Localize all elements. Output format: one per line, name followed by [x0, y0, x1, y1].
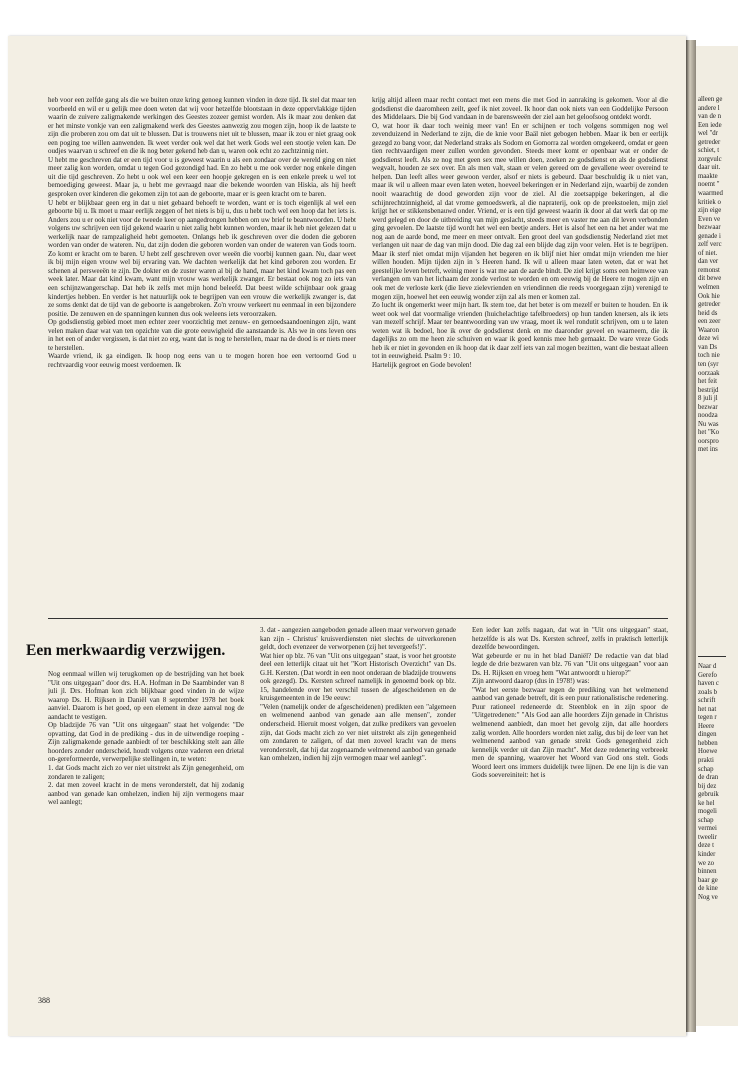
adjacent-page-line: remonst: [698, 266, 720, 274]
adjacent-page-line: van de n: [698, 113, 722, 121]
article-paragraph: 1. dat Gods macht zich zo ver niet uitstrekt als Zijn genegenheid, om zondaren te zaligen;: [48, 764, 244, 781]
letter-paragraph: U hebt er blijkbaar geen erg in dat u niet gebaard behoeft te worden, want er is toch eigenlijk al wel een geboorte bij u. Ik moet u maar eerlijk zeggen of het niets is bij u, dus u hebt toch wel een hoop dat het iets is. Anders zou u er ook niet voor de tweede keer op aangedrongen hebben om uw brief te beantwoorden. U hebt volgens uw schrijven een tijd gekend waarin u niet zalig hebt kunnen worden, maar ik heb niet gelezen dat u werkelijk naar de rampzaligheid hebt gemoeten. Onlangs heb ik geschreven over die doden die geboren worden van onder de wateren. Nu, dat zijn doden die geboren worden van onder de wateren van Gods toorn. Zo komt er kracht om te baren. U hebt zelf geschreven over weeën die voorbij kunnen gaan. Nu, daar weet ik bij mijn eigen vrouw wel bij ervaring van. We dachten werkelijk dat het kind geboren zou worden. Er schenen al persweeën te zijn. De dokter en de zuster waren al bij de hand, maar het kind kwam toch pas een week later. Maar dat kind kwam, want mijn vrouw was werkelijk zwanger. Er bestaat ook nog zo iets van een schijnzwangerschap. Dat heb ik zelfs met mijn hond beleefd. Dat beest wilde schijnbaar ook graag kindertjes hebben. En verder is het natuurlijk ook te begrijpen van een vrouw die werkelijk zwanger is, dat ze soms denkt dat de tijd van de geboorte is aangebroken. Zo'n vrouw verkeert nu eenmaal in een bijzondere positie. De zenuwen en de spanningen kunnen dus ook weleens iets veroorzaken.: [48, 198, 356, 318]
adjacent-page-line: ke hel: [698, 799, 715, 807]
adjacent-page-line: Hoewe: [698, 748, 718, 756]
adjacent-page-line: gebruik: [698, 791, 719, 799]
adjacent-page-line: het "Ko: [698, 429, 720, 437]
adjacent-page-line: baar ge: [698, 876, 718, 884]
adjacent-page-line: welmen: [698, 284, 720, 292]
adjacent-page-line: Even ve: [698, 215, 721, 223]
section-divider: [48, 618, 668, 619]
adjacent-page-line: prakti: [698, 757, 714, 765]
adjacent-page-text-top: [698, 96, 723, 455]
article-paragraph: Zijn antwoord daarop (dus in 1978!) was:: [472, 677, 590, 686]
adjacent-page-line: de kine: [698, 885, 718, 893]
article-paragraph: Op bladzijde 76 van "Uit ons uitgegaan" staat het volgende: "De opvatting, dat God in de prediking - dus in de uitwendige roeping - Zijn zaligmakende genade aanbiedt of ter beschikking stelt aan álle hoorders zonder onderscheid, houdt volgens onze vaderen een drietal on-gereformeerde, verwerpelijke stellingen in, te weten:: [48, 721, 244, 764]
adjacent-page-line: maakte: [698, 172, 718, 180]
adjacent-page-line: daar uit.: [698, 164, 721, 172]
adjacent-page-line: we zo: [698, 859, 715, 867]
adjacent-page-line: 8 juli jl: [698, 395, 718, 403]
adjacent-page-line: andere l: [698, 104, 720, 112]
letter-paragraph: heb voor een zelfde gang als die we buiten onze kring genoeg kunnen vinden in deze tijd. Ik stel dat maar ten voorbeeld en wil er u gelijk mee doen weten dat wij voor hetzelfde blootstaan in deze oppervlakkige tijden waarin de zuivere zaligmakende werkingen des Geestes zozeer gemist worden. Als ik maar zou denken dat er het minste vonkje van een zaligmakend werk des Geestes aanwezig zou mogen zijn, hoop ik de laatste te zijn die proberen zou om dat uit te blussen. Dat is trouwens niet uit te blussen, maar ik zou er niet graag ook een poging toe willen aanwenden. Ik weet verder ook wel dat het werk Gods wel een stootje velen kan. De oudjes waarvan u schreef en die ik nog beter gekend heb dan u, waren ook echt zo zachtzinnig niet.: [48, 96, 356, 156]
adjacent-page-line: tweelir: [698, 833, 717, 841]
adjacent-page-line: vermei: [698, 825, 717, 833]
adjacent-section-divider: [698, 656, 726, 657]
adjacent-page-line: bezwar: [698, 403, 718, 411]
adjacent-page-line: oorzaak: [698, 369, 720, 377]
adjacent-page-line: zorgvulc: [698, 155, 722, 163]
adjacent-page-line: met ins: [698, 446, 718, 454]
adjacent-page-edge: [696, 46, 738, 1026]
adjacent-page-line: deze wi: [698, 335, 719, 343]
adjacent-page-line: oorspro: [698, 437, 719, 445]
adjacent-page-line: waarmed: [698, 190, 723, 198]
adjacent-page-line: zoals b: [698, 688, 718, 696]
adjacent-page-line: deze t: [698, 842, 715, 850]
letter-paragraph: Zo lucht ik ongemerkt weer mijn hart. Ik stem toe, dat het beter is om mezelf er buiten te houden. En ik weet ook wel dat voormalige vrienden (huichelachtige tafelbroeders) op hun tanden knersen, als ik iets van mezelf schrijf. Maar ter beantwoording van uw vraag, moet ik wel rondutit schrijven, om u te laten weten wat ik bedoel, hoe ik over de godsdienst denk en me daaronder geveel en waarneem, die ik dagelijks zo om me heen zie schuiven en waar ik goed kennis mee heb gemaakt. De ware vreze Gods heb ik er niet in gevonden en ik hoop dat ik daar zelf iets van zal mogen bezitten, want die bestaat alleen tot in eeuwigheid. Psalm 9 : 10.: [372, 301, 668, 361]
adjacent-page-line: Naar d: [698, 663, 717, 670]
adjacent-page-line: Nog ve: [698, 893, 718, 901]
adjacent-page-line: toch nie: [698, 352, 720, 360]
adjacent-page-line: getreder: [698, 138, 721, 146]
adjacent-page-line: heid ds: [698, 309, 718, 317]
article-paragraph: Wat hier op blz. 76 van "Uit ons uitgegaan" staat, is voor het grootste deel een letterlijk citaat uit het "Kort Historisch Overzicht" van Ds. G.H. Kersten. (Dat wordt in een noot onderaan de bladzijde trouwens ook gezegd). Ds. Kersten schreef namelijk in genoemd boek op blz. 15, handelende over het verschil tussen de afgescheidenen en de kruisgemeenten in de 19e eeuw:: [260, 651, 456, 703]
adjacent-page-line: het feit: [698, 378, 718, 386]
adjacent-page-line: Een iede: [698, 121, 722, 129]
adjacent-page-line: een zeer: [698, 318, 721, 326]
adjacent-page-line: Nu was: [698, 420, 719, 428]
article-paragraph: "Wat het eerste bezwaar tegen de prediking van het welmenend aanbod van genade betreft, dit is een puur rationalistische redenering. Puur rationeel redeneerde dr. Steenblok en in zijn spoor de "Uitgetredenen:" "Als God aan alle hoorders Zijn genade in Christus welmenend aanbiedt, dan moet het gevolg zijn, dat alle hoorders zalig worden. Alle hoorders worden niet zalig, dus bij de leer van het welmenend aanbod van genade strekt Gods genegenheid zich kennelijk verder uit dan Zijn macht". Met deze redenering verbreekt men de spanning, waarover het Woord van God ons stelt. Gods Woord leert ons immers duidelijk twee lijnen. De ene lijn is die van Gods soevereiniteit: het is: [472, 685, 668, 780]
adjacent-page-line: tegen r: [698, 714, 717, 722]
adjacent-page-line: haven c: [698, 680, 719, 688]
adjacent-page-line: de dran: [698, 774, 719, 782]
letter-paragraph: Op godsdienstig gebied moet men echter zeer voorzichtig met zenuw- en gemoedsaandoeningen zijn, want velen maken daar wat van ten opzichte van die grote eeuwigheid die aanstaande is. Als we in ons leven ons in het een of ander vergissen, is dat niet zo erg, want dat is nog te herstellen, maar na de dood is er niets meer te herstellen.: [48, 318, 356, 352]
article-paragraph: 3. dat - aangezien aangeboden genade alleen maar verworven genade kan zijn - Christus' kruisverdiensten niet slechts de uitverkorenen geldt, doch evenzeer de verworpenen (zij het tevergeefs!)".: [260, 626, 456, 652]
article-column-3: [472, 626, 668, 972]
adjacent-page-line: ten (syr: [698, 360, 719, 368]
adjacent-page-line: Heere: [698, 722, 715, 730]
adjacent-page-text-bottom: [698, 646, 726, 902]
book-spine: [686, 40, 696, 1032]
article-paragraph: Een ieder kan zelfs nagaan, dat wat in "Uit ons uitgegaan" staat, hetzelfde is als wat Ds. Kersten schreef, zelfs in praktisch letterlijk dezelfde bewoordingen.: [472, 626, 668, 652]
adjacent-page-line: bij dez: [698, 782, 717, 790]
adjacent-page-line: hebben: [698, 739, 718, 747]
article-column-1: [48, 670, 244, 972]
adjacent-page-line: het nat: [698, 705, 717, 713]
adjacent-page-line: getreder: [698, 301, 721, 309]
adjacent-page-line: Waaron: [698, 326, 719, 334]
adjacent-page-line: wel "dr: [698, 130, 718, 138]
adjacent-page-line: Gerefo: [698, 671, 717, 679]
adjacent-page-line: mogeli: [698, 808, 717, 816]
adjacent-page-line: dan ver: [698, 258, 719, 266]
adjacent-page-line: genade i: [698, 232, 721, 240]
adjacent-page-line: schap: [698, 765, 714, 773]
magazine-page: [8, 36, 686, 1036]
adjacent-page-line: noemt ": [698, 181, 720, 189]
adjacent-page-line: bezwaar: [698, 224, 721, 232]
adjacent-page-line: dit bewe: [698, 275, 722, 283]
adjacent-page-line: Ook hie: [698, 292, 720, 300]
article-paragraph: "Velen (namelijk onder de afgescheidenen) predikten een "algemeen en welmenend aanbod van genade aan alle mensen", zonder onderscheid. Hieruit moest volgen, dat zulke predikers van gevoelen zijn, dat Gods macht zich zo ver niet uitstrekt als zijn genegenheid om zondaren te zaligen, of dat men zoveel kracht van de mens veronderstelt, dat hij dat zogenaamde welmenend aanbod van genade kan omhelzen, indien hij zijn vermogen maar wel aanlegt".: [260, 702, 456, 763]
page-number: 388: [38, 996, 50, 1005]
letter-paragraph: krijg altijd alleen maar recht contact met een mens die met God in aanraking is gekomen. Voor al die godsdienst die daaromheen zeilt, geef ik niet zoveel. Ik hoor dan ook niets van een Goddelijke Persoon des Middelaars. Die bij God vandaan in de barensweeën der ziel aan het geloofsoog ontdekt wordt.: [372, 96, 668, 122]
letter-paragraph: Waarde vriend, ik ga eindigen. Ik hoop nog eens van u te mogen horen hoe een vertoornd God u rechtvaardig voor eeuwig moest verdoemen. Ik: [48, 352, 356, 369]
letter-column-right: [372, 96, 668, 688]
letter-column-left: [48, 96, 356, 688]
article-paragraph: Nog eenmaal willen wij terugkomen op de bestrijding van het boek "Uit ons uitgegaan" door drs. H.A. Hofman in De Saambinder van 8 juli jl. Drs. Hofman kon zich blijkbaar goed vinden in de wijze waarop Ds. H. Rijksen in Daniël van 8 september 1978 het boek aanviel. Daarom is het goed, op een element in deze aanval nog de aandacht te vestigen.: [48, 670, 244, 721]
adjacent-page-line: of niet.: [698, 249, 718, 257]
article-paragraph: Wat gebeurde er nu in het blad Daniël? De redactie van dat blad legde de drie bezwaren van blz. 76 van "Uit ons uitgegaan" voor aan Ds. H. Rijksen en vroeg hem "Wat antwoordt u hierop?": [472, 651, 668, 677]
article-paragraph: 2. dat men zoveel kracht in de mens veronderstelt, dat hij zodanig aanbod van genade kan omhelzen, indien hij zijn vermogens maar wel aanlegt;: [48, 781, 244, 807]
adjacent-page-line: bestrijd: [698, 386, 719, 394]
letter-paragraph: O, wat hoor ik daar toch weinig meer van! En er schijnen er toch volgens sommigen nog wel zevenduizend in Nederland te zijn, die de knie voor Baäl niet gebogen hebben. Maar ik ben er eerlijk gezegd zo bang voor, dat Nederland straks als Sodom en Gomorra zal worden omgekeerd, omdat er geen tien rechtvaardigen meer zullen worden gevonden. Steeds meer komt er openbaar wat er onder de godsdienst leeft. Als ze nog met geen sex mee willen doen, zoeken ze godsdienst en als de godsdienst wegvalt, houden ze sex over. En als men valt, staan er velen gereed om de gevallene weer overeind te helpen. Dan leeft alles weer gewoon verder, alsof er niets is gebeurd. Daar beschuldig ik u niet van, maar ik wil u alleen maar even laten weten, hoeveel bekeringen er in Nederland zijn, waarbij de zonden nooit waarachtig de dood geworden zijn voor de ziel. Al die zoetsappige bekeringen, al die schijnrechtzinnigheid, al dat vrome gemoedswerk, al die napraterij, ook op de preekstoelen, mijn ziel krijgt het er stikkensbenauwd onder. Vriend, er is een tijd geweest waarin ik door al dat werk dat op me werd gelegd en door de uitbreiding van mijn geslacht, steeds meer en vaster me aan dit leven verbonden ging gevoelen. De laatste tijd wordt het wel een beetje anders. Het is alsof het een na het ander wat me nog aan de aarde bond, me meer en meer ontvalt. Een groot deel van godsdienstig Nederland ziet met verlangen uit naar de dag van mijn dood. Die dag zal een blijde dag zijn voor velen. Het is te begrijpen. Maar ik sterf niet omdat mijn vijanden het begeren en ik blijf niet hier omdat mijn vrienden me hier willen houden. Mijn tijden zijn in 's Heeren hand. Ik wil u alleen maar laten weten, dat er wat het geestelijke leven betreft, weinig meer is wat me aan de aarde bindt. De ziel krijgt soms een heimwee van verlangen om van het lichaam der zonde verlost te worden en om eeuwig bij de Heere te mogen zijn en ook met de verloste kerk (die lieve zielevrienden en vriendinnen die reeds voorgegaan zijn) verenigd te mogen zijn, hoewel het een eeuwig wonder zijn zal als men er komen zal.: [372, 121, 668, 301]
adjacent-page-line: schrift: [698, 697, 716, 705]
adjacent-page-line: zelf verc: [698, 241, 722, 249]
adjacent-page-line: dingen: [698, 731, 717, 739]
adjacent-page-line: binnen: [698, 868, 717, 876]
adjacent-page-line: kinder: [698, 851, 716, 859]
letter-paragraph: U hebt me geschreven dat er een tijd voor u is geweest waarin u als een zondaar over de wereld ging en niet meer zalig kon worden, omdat u tegen God gezondigd had. En zo hebt u me ook verder nog enkele dingen uit die tijd geschreven. Zo hebt u ook wel een keer een hoopje gekregen en is een enkele preek u wel tot bemoediging geweest. Maar ja, u hebt me gevraagd naar die bekende woorden van Hiskia, als hij heeft gesproken over kinderen die gekomen zijn tot aan de geboorte, maar er is geen kracht om te baren.: [48, 155, 356, 199]
adjacent-page-line: schap: [698, 816, 714, 824]
article-title: Een merkwaardig verzwijgen.: [26, 642, 226, 659]
adjacent-page-line: alleen ge: [698, 96, 723, 103]
adjacent-page-line: van Ds: [698, 343, 718, 351]
adjacent-page-line: noodza: [698, 412, 718, 420]
adjacent-page-line: schiet, t: [698, 147, 720, 155]
adjacent-page-line: zijn eige: [698, 207, 722, 215]
adjacent-page-line: kritiek o: [698, 198, 721, 206]
letter-paragraph: Hartelijk gegroet en Gode bevolen!: [372, 360, 472, 369]
article-column-2: [260, 626, 456, 972]
